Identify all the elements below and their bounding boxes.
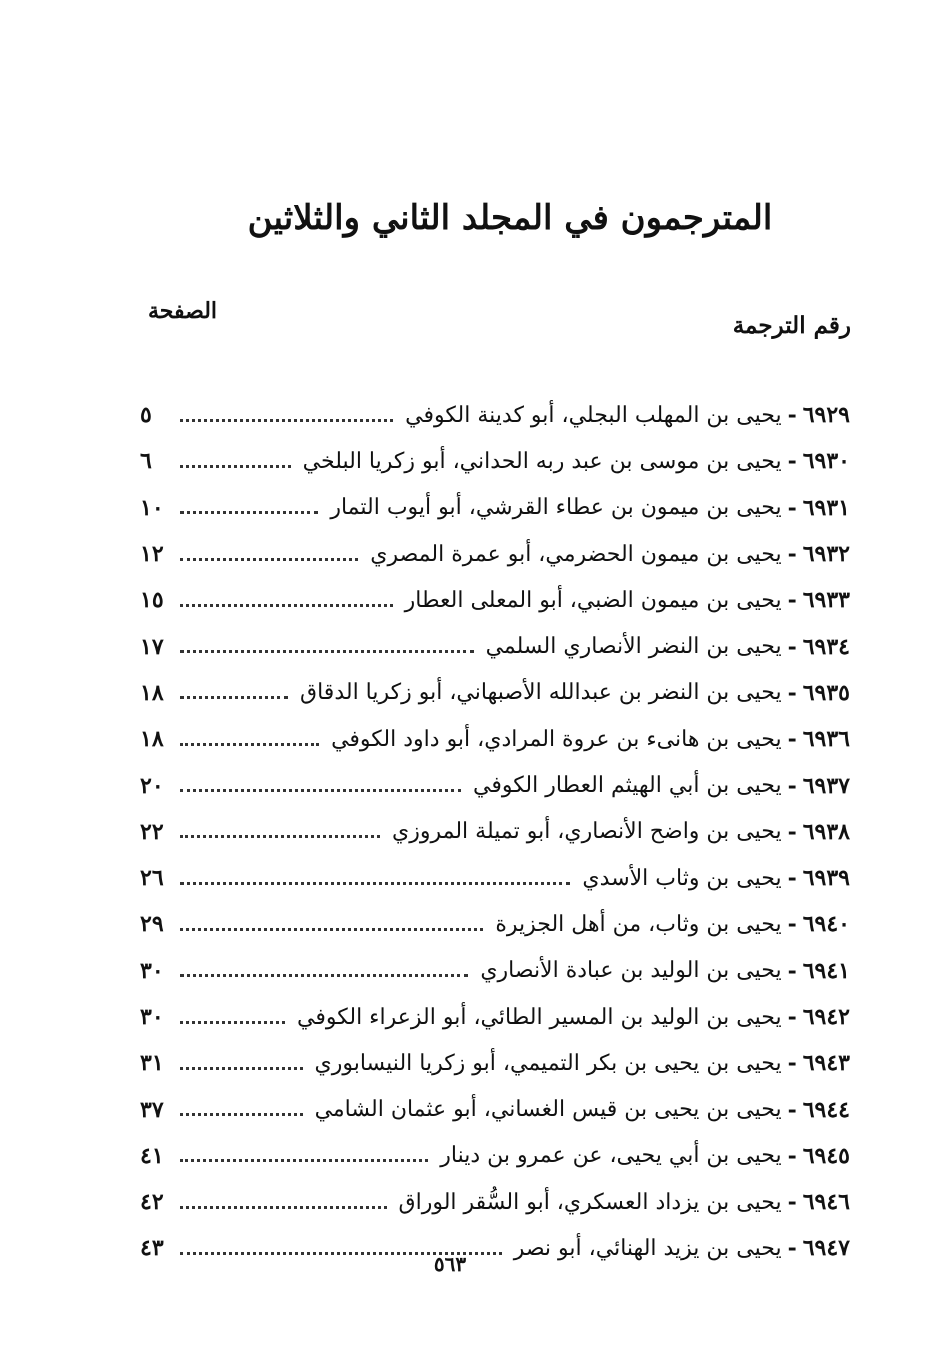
list-item (140, 670, 850, 716)
list-item (140, 1040, 850, 1086)
list-item (140, 438, 850, 484)
entry-number: ٦٩٢٩ (802, 402, 850, 429)
entry-separator: - (787, 865, 797, 892)
entry-page-number: ١٢ (140, 541, 164, 568)
dot-leader (180, 489, 318, 514)
dot-leader (180, 582, 393, 607)
list-item (140, 392, 850, 438)
list-item (140, 716, 850, 762)
dot-leader (180, 767, 461, 792)
dot-leader (180, 443, 291, 468)
dot-leader (180, 1091, 303, 1116)
entry-number: ٦٩٣٩ (802, 865, 850, 892)
dot-leader (180, 813, 380, 838)
entry-separator: - (787, 587, 797, 614)
entry-name: يحيى بن ميمون الضبي، أبو المعلى العطار (404, 587, 782, 613)
entry-page-number: ٢٢ (140, 818, 164, 845)
entry-page-number: ٢٦ (140, 865, 164, 892)
entry-page-number: ٤٢ (140, 1189, 164, 1216)
dot-leader (180, 721, 319, 746)
entry-separator: - (787, 818, 797, 845)
entry-page-number: ٤٣ (140, 1235, 164, 1262)
entry-page-number: ١٨ (140, 679, 164, 706)
entry-separator: - (787, 1050, 797, 1077)
dot-leader (180, 1137, 428, 1162)
entry-separator: - (787, 679, 797, 706)
entry-separator: - (787, 957, 797, 984)
entry-number: ٦٩٣٢ (802, 541, 850, 568)
entry-name: يحيى بن الوليد بن المسير الطائي، أبو الزعراء الكوفي (297, 1004, 782, 1030)
entry-separator: - (787, 1004, 797, 1030)
entry-name: يحيى بن النضر بن عبدالله الأصبهاني، أبو زكريا الدقاق (300, 680, 782, 706)
entry-separator: - (787, 448, 797, 475)
entry-name: يحيى بن أبي الهيثم العطار الكوفي (473, 773, 782, 799)
entry-number: ٦٩٤١ (802, 957, 850, 984)
entry-page-number: ١٨ (140, 726, 164, 753)
dot-leader (180, 860, 570, 885)
list-item (140, 1086, 850, 1132)
entry-name: يحيى بن وثاب، من أهل الجزيرة (495, 911, 782, 937)
entry-number: ٦٩٣٠ (802, 448, 850, 475)
entry-number: ٦٩٣٨ (802, 818, 850, 845)
entry-separator: - (787, 1189, 797, 1216)
entry-page-number: ١٥ (140, 587, 164, 614)
entry-name: يحيى بن الوليد بن عبادة الأنصاري (480, 958, 782, 984)
entry-page-number: ٢٩ (140, 911, 164, 938)
entry-page-number: ١٧ (140, 633, 164, 660)
entry-separator: - (787, 633, 797, 660)
entry-name: يحيى بن المهلب البجلي، أبو كدينة الكوفي (405, 402, 782, 428)
list-item (140, 577, 850, 623)
list-item (140, 855, 850, 901)
list-item (140, 994, 850, 1040)
entry-separator: - (787, 402, 797, 429)
entry-separator: - (787, 726, 797, 753)
list-item (140, 901, 850, 947)
entry-number: ٦٩٣٦ (802, 726, 850, 753)
entry-number: ٦٩٤٥ (802, 1142, 850, 1169)
entry-number: ٦٩٤٢ (802, 1004, 850, 1030)
entry-name: يحيى بن يزداد العسكري، أبو السُّقر الوراق (398, 1189, 782, 1215)
entry-number: ٦٩٣٣ (802, 587, 850, 614)
entry-name: يحيى بن هانىء بن عروة المرادي، أبو داود الكوفي (331, 726, 782, 752)
entry-name: يحيى بن وثاب الأسدي (582, 865, 782, 891)
entry-separator: - (787, 494, 797, 521)
entry-number: ٦٩٤٦ (802, 1189, 850, 1216)
entry-page-number: ٤١ (140, 1142, 164, 1169)
dot-leader (180, 397, 393, 422)
dot-leader (180, 952, 468, 977)
list-item (140, 1179, 850, 1225)
dot-leader (180, 999, 285, 1024)
list-item (140, 948, 850, 994)
entry-number: ٦٩٤٤ (802, 1096, 850, 1123)
page-title: المترجمون في المجلد الثاني والثلاثين (247, 198, 773, 238)
entry-name: يحيى بن ميمون بن عطاء القرشي، أبو أيوب التمار (330, 495, 782, 521)
dot-leader (180, 1184, 387, 1209)
entry-name: يحيى بن يحيى بن بكر التميمي، أبو زكريا النيسابوري (314, 1050, 782, 1076)
list-item (140, 1133, 850, 1179)
dot-leader (180, 674, 288, 699)
entry-separator: - (787, 1096, 797, 1123)
entry-number-column-header: رقم الترجمة (732, 312, 851, 339)
entry-number: ٦٩٣١ (802, 494, 850, 521)
list-item (140, 531, 850, 577)
entry-name: يحيى بن ميمون الحضرمي، أبو عمرة المصري (370, 541, 782, 567)
entry-separator: - (787, 541, 797, 568)
entry-number: ٦٩٤٧ (802, 1235, 850, 1262)
entry-page-number: ٣٠ (140, 1004, 164, 1030)
entry-page-number: ٦ (140, 448, 152, 475)
entries-list (140, 392, 850, 1272)
entry-page-number: ٥ (140, 402, 152, 429)
entry-page-number: ٣٧ (140, 1096, 164, 1123)
entry-number: ٦٩٤٣ (802, 1050, 850, 1077)
list-item (140, 623, 850, 669)
list-item (140, 809, 850, 855)
dot-leader (180, 628, 474, 653)
entry-separator: - (787, 911, 797, 938)
entry-page-number: ٢٠ (140, 772, 164, 799)
entry-name: يحيى بن يحيى بن قيس الغساني، أبو عثمان الشامي (314, 1097, 782, 1123)
entry-page-number: ١٠ (140, 494, 164, 521)
list-item (140, 762, 850, 808)
dot-leader (180, 536, 358, 561)
entry-page-number: ٣٠ (140, 957, 164, 984)
entry-separator: - (787, 1235, 797, 1262)
entry-number: ٦٩٤٠ (802, 911, 850, 938)
entry-page-number: ٣١ (140, 1050, 164, 1077)
entry-name: يحيى بن موسى بن عبد ربه الحداني، أبو زكريا البلخي (302, 448, 782, 474)
entry-number: ٦٩٣٤ (802, 633, 850, 660)
entry-name: يحيى بن يزيد الهنائي، أبو نصر (513, 1235, 782, 1261)
dot-leader (180, 906, 483, 931)
entry-number: ٦٩٣٥ (802, 679, 850, 706)
entry-separator: - (787, 1142, 797, 1169)
entry-number: ٦٩٣٧ (802, 772, 850, 799)
page-column-header: الصفحة (148, 298, 218, 324)
dot-leader (180, 1045, 303, 1070)
entry-separator: - (787, 772, 797, 799)
list-item (140, 485, 850, 531)
entry-name: يحيى بن النضر الأنصاري السلمي (485, 634, 782, 660)
page-number: ٥٦٣ (433, 1252, 467, 1276)
entry-name: يحيى بن واضح الأنصاري، أبو تميلة المروزي (392, 819, 782, 845)
entry-name: يحيى بن أبي يحيى، عن عمرو بن دينار (440, 1143, 782, 1169)
